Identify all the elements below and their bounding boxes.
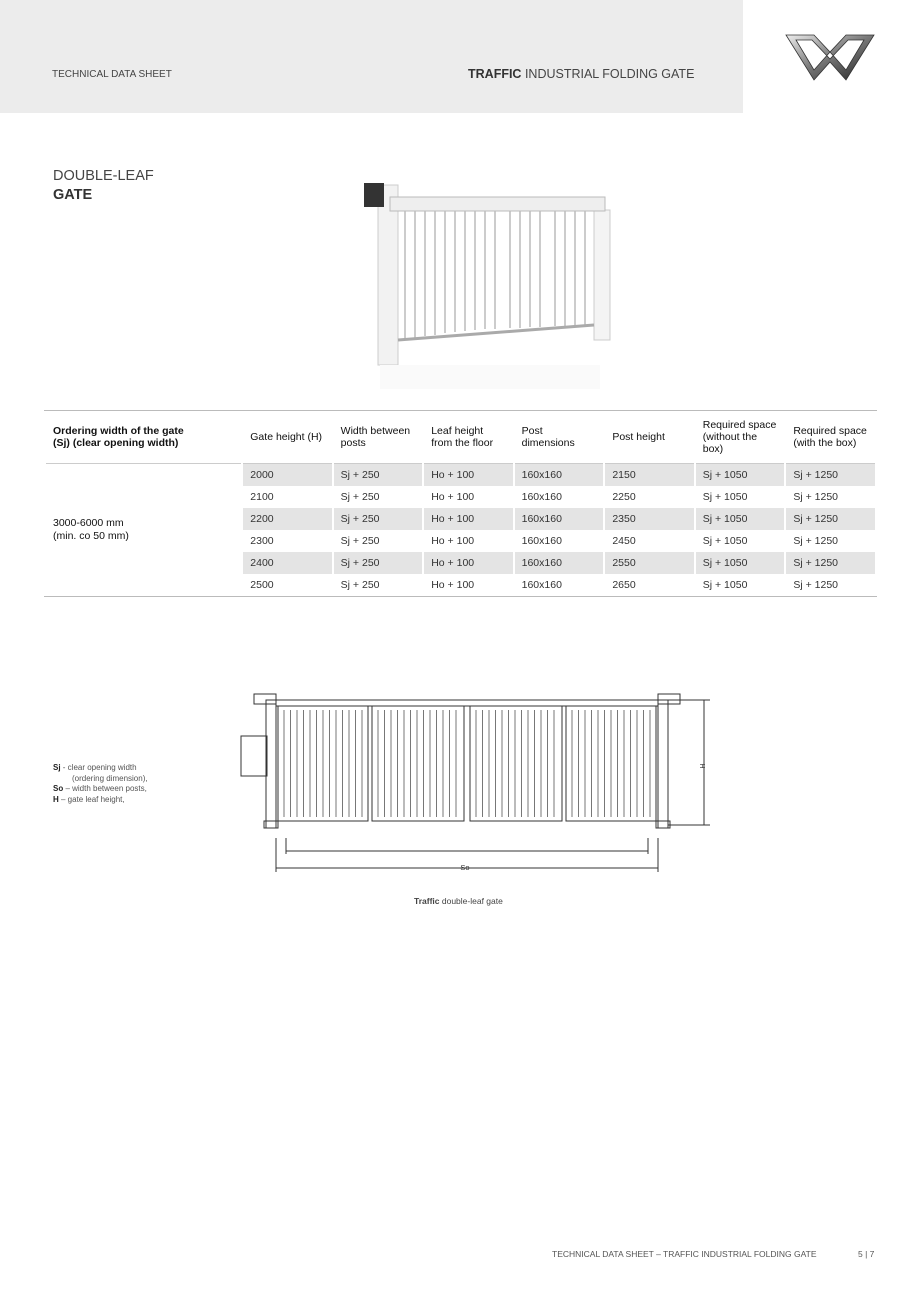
table-cell: 160x160: [521, 535, 562, 547]
title-line2: GATE: [53, 187, 93, 203]
title-line1: DOUBLE-LEAF: [53, 168, 154, 184]
table-cell: Sj + 1050: [702, 491, 748, 503]
legend-item: [53, 763, 148, 774]
header-product: [468, 67, 694, 81]
ordering-width-cell: [46, 464, 241, 596]
table-cell: 2200: [243, 508, 331, 530]
dimension-so-label: So: [460, 863, 470, 872]
table-cell: 2550: [605, 552, 693, 574]
table-cell: Sj + 1050: [696, 508, 785, 530]
table-cell: 2000: [243, 464, 331, 486]
table-cell: Sj + 1050: [702, 535, 748, 547]
header-product-rest: INDUSTRIAL FOLDING GATE: [521, 67, 695, 81]
legend-text: – gate leaf height,: [58, 794, 125, 804]
header-ordering-width-line2: (Sj) (clear opening width): [53, 437, 179, 449]
table-cell: Sj + 250: [334, 552, 423, 574]
table-row: [46, 464, 875, 486]
table-cell: 160x160: [515, 464, 604, 486]
footer-text: TECHNICAL DATA SHEET – TRAFFIC INDUSTRIAL FOLDING GATE: [552, 1249, 817, 1259]
table-cell: Sj + 1250: [786, 508, 875, 530]
table-cell: Sj + 250: [340, 491, 380, 503]
table-cell: Ho + 100: [424, 508, 512, 530]
table-cell: 2100: [250, 491, 274, 503]
header-space-with-box: Required space (with the box): [786, 411, 875, 464]
table-cell: Ho + 100: [431, 535, 475, 547]
gate-technical-drawing: [238, 688, 718, 878]
ordering-width-value: 3000-6000 mm: [53, 517, 124, 529]
header-post-dimensions: Post dimensions: [515, 411, 604, 464]
page-number: 5 | 7: [858, 1249, 875, 1259]
legend-text: – width between posts,: [63, 784, 147, 793]
caption-bold: Traffic: [414, 896, 440, 906]
table-cell: 160x160: [515, 508, 604, 530]
table-cell: 2500: [250, 579, 274, 591]
table-cell: Sj + 1250: [786, 552, 875, 574]
dimension-h-label: H: [698, 763, 705, 769]
table-cell: 2400: [243, 552, 331, 574]
table-cell: Ho + 100: [424, 552, 512, 574]
table-cell: Sj + 1250: [793, 535, 839, 547]
header-band: [0, 0, 743, 113]
table-cell: Ho + 100: [431, 579, 475, 591]
header-post-height: Post height: [605, 411, 693, 464]
drawing-caption: [414, 896, 503, 906]
section-title: [53, 167, 154, 205]
header-ordering-width: [46, 411, 241, 464]
caption-rest: double-leaf gate: [439, 896, 503, 906]
legend-text: (ordering dimension),: [72, 773, 148, 783]
header-width-between-posts: Width between posts: [334, 411, 423, 464]
legend-key: So: [53, 784, 64, 793]
table-cell: Sj + 1050: [696, 552, 785, 574]
table-cell: Sj + 250: [334, 508, 423, 530]
legend-key: H: [53, 794, 59, 804]
table-cell: Ho + 100: [424, 464, 512, 486]
table-cell: Sj + 250: [340, 579, 380, 591]
company-logo: [784, 32, 876, 82]
table-cell: 2350: [605, 508, 693, 530]
table-cell: Sj + 1050: [696, 464, 785, 486]
legend-text: - clear opening width: [60, 763, 137, 772]
table-cell: 160x160: [521, 579, 562, 591]
table-cell: 2250: [612, 491, 636, 503]
table-cell: Sj + 1250: [793, 491, 839, 503]
table-cell: 2150: [605, 464, 693, 486]
table-cell: 160x160: [515, 552, 604, 574]
header-leaf-height: Leaf height from the floor: [424, 411, 512, 464]
specs-table: [44, 410, 877, 597]
table-cell: Sj + 250: [340, 535, 380, 547]
table-cell: Ho + 100: [431, 491, 475, 503]
legend-item: [53, 795, 148, 806]
legend-key: Sj: [53, 763, 61, 772]
table-cell: 2650: [612, 579, 636, 591]
legend-item: [53, 774, 148, 785]
table-cell: 2300: [250, 535, 274, 547]
legend-item: [53, 784, 148, 795]
header-ordering-width-line1: Ordering width of the gate: [53, 425, 184, 437]
table-cell: 160x160: [521, 491, 562, 503]
table-cell: Sj + 1050: [702, 579, 748, 591]
header-product-bold: TRAFFIC: [468, 67, 522, 81]
legend: [53, 763, 148, 805]
header-doc-type: TECHNICAL DATA SHEET: [52, 69, 172, 80]
table-cell: Sj + 1250: [786, 464, 875, 486]
table-cell: 2450: [612, 535, 636, 547]
header-space-without-box: Required space (without the box): [696, 411, 785, 464]
ordering-width-note: (min. co 50 mm): [53, 530, 129, 542]
table-header-row: [46, 411, 875, 464]
header-gate-height: Gate height (H): [243, 411, 331, 464]
table-cell: Sj + 250: [334, 464, 423, 486]
gate-photo: [360, 175, 620, 390]
table-cell: Sj + 1250: [793, 579, 839, 591]
